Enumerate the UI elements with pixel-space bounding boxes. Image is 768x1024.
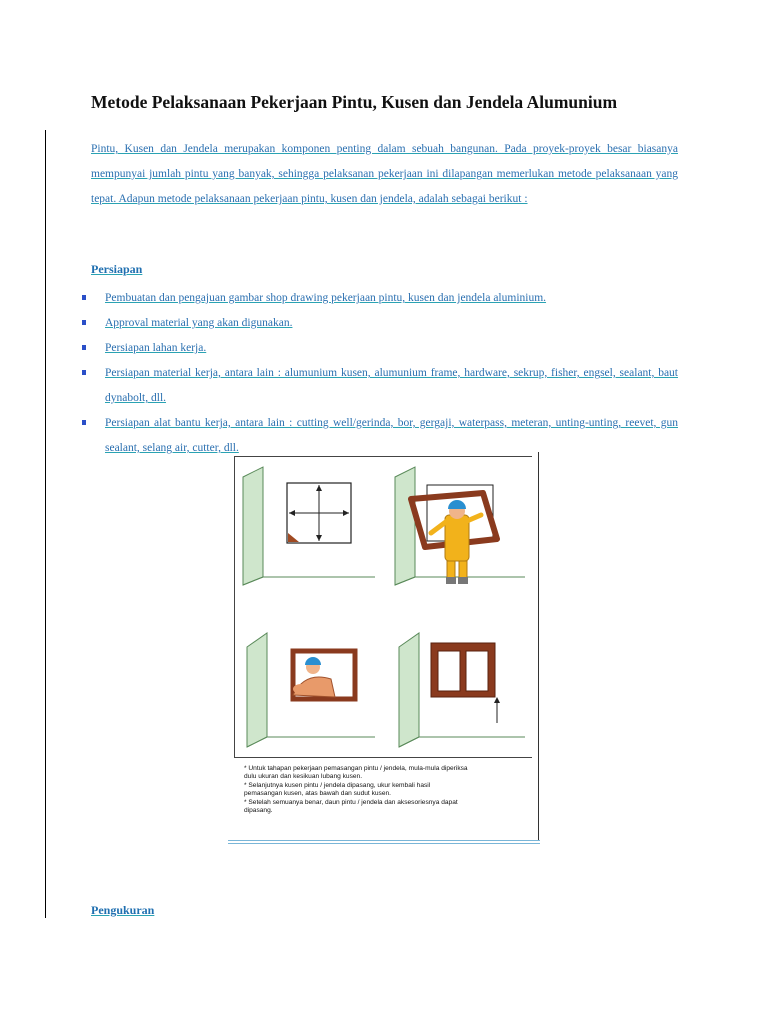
step2-install-frame (395, 467, 525, 585)
bullet-icon (82, 370, 86, 375)
persiapan-list (82, 286, 678, 461)
step4-finished-window (399, 633, 525, 747)
list-item: Pembuatan dan pengajuan gambar shop drawing pekerjaan pintu, kusen dan jendela aluminium. (82, 286, 678, 311)
list-item: Persiapan lahan kerja. (82, 336, 678, 361)
bullet-icon (82, 420, 86, 425)
installation-illustration (234, 456, 532, 758)
section-heading-pengukuran: Pengukuran (91, 903, 155, 917)
step1-measure-opening (243, 467, 375, 585)
figure-rule (228, 840, 540, 841)
list-item: Persiapan material kerja, antara lain : alumunium kusen, alumunium frame, hardware, sekrup, fisher, engsel, sealant, baut dynabolt, dll. (82, 361, 678, 411)
page-title: Metode Pelaksanaan Pekerjaan Pintu, Kusen dan Jendela Alumunium (91, 92, 618, 112)
intro-text: Pintu, Kusen dan Jendela merupakan komponen penting dalam sebuah bangunan. Pada proyek-proyek besar biasanya mempunyai jumlah pintu yang banyak, sehingga pelaksanan pekerjaan ini dilapangan memerlukan metode pelaksanaan yang tepat. Adapun metode pelaksanaan pekerjaan pintu, kusen dan jendela, adalah sebagai berikut : (91, 143, 678, 205)
step3-check-frame (247, 633, 375, 747)
bullet-icon (82, 320, 86, 325)
figure-border (538, 452, 539, 840)
list-item: Persiapan alat bantu kerja, antara lain : cutting well/gerinda, bor, gergaji, waterpass, meteran, unting-unting, reevet, gun sealant, selang air, cutter, dll. (82, 411, 678, 461)
left-margin-line (45, 130, 46, 918)
figure-caption: * Untuk tahapan pekerjaan pemasangan pintu / jendela, mula-mula diperiksa dulu ukuran dan kesikuan lubang kusen. * Selanjutnya kusen pintu / jendela dipasang, ukur kembali hasil pemasangan kusen, atas bawah dan sudut kusen. * Setelah semuanya benar, daun pintu / jendela dan aksesoriesnya dapat dipasang. (244, 765, 468, 815)
list-item: Approval material yang akan digunakan. (82, 311, 678, 336)
figure-rule (228, 843, 540, 844)
installation-steps-image (235, 457, 532, 757)
section-heading-persiapan: Persiapan (91, 262, 143, 276)
intro-paragraph (91, 137, 678, 212)
bullet-icon (82, 295, 86, 300)
bullet-icon (82, 345, 86, 350)
